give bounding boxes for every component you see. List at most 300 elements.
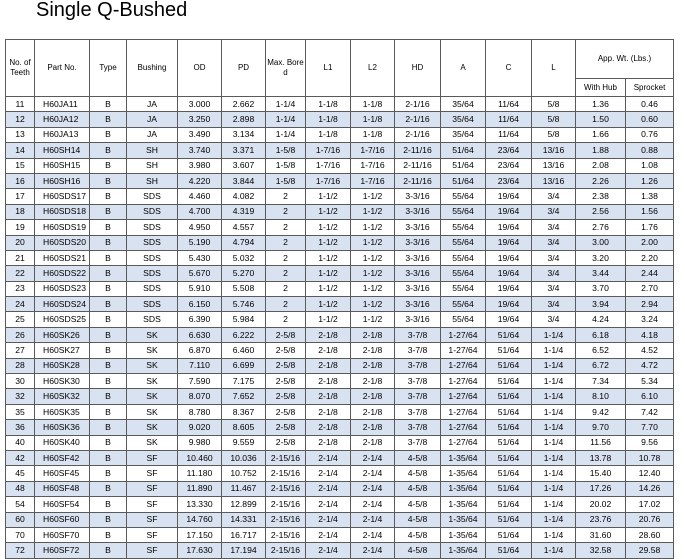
cell-bushing: SH	[127, 173, 178, 188]
cell-hd: 2-1/16	[395, 127, 441, 142]
cell-max-bore: 1-5/8	[266, 158, 306, 173]
cell-teeth: 48	[6, 481, 35, 496]
cell-a: 1-27/64	[441, 420, 486, 435]
cell-od: 5.670	[178, 266, 222, 281]
cell-bushing: SDS	[127, 220, 178, 235]
cell-part-no: H60SF48	[35, 481, 90, 496]
cell-weight-with-hub: 3.70	[576, 281, 626, 296]
cell-hd: 2-1/16	[395, 112, 441, 127]
cell-pd: 11.467	[222, 481, 266, 496]
cell-teeth: 17	[6, 189, 35, 204]
cell-od: 11.180	[178, 466, 222, 481]
cell-l: 3/4	[532, 250, 576, 265]
table-row	[6, 435, 674, 450]
header-od: OD	[178, 40, 222, 97]
cell-l2: 2-1/8	[351, 435, 395, 450]
cell-l: 3/4	[532, 266, 576, 281]
cell-l2: 1-1/2	[351, 281, 395, 296]
cell-pd: 16.717	[222, 527, 266, 542]
cell-part-no: H60SDS19	[35, 220, 90, 235]
cell-a: 1-35/64	[441, 466, 486, 481]
cell-hd: 3-3/16	[395, 220, 441, 235]
cell-l: 1-1/4	[532, 420, 576, 435]
cell-weight-sprocket: 9.56	[626, 435, 674, 450]
cell-part-no: H60SF60	[35, 512, 90, 527]
cell-max-bore: 1-5/8	[266, 173, 306, 188]
cell-l2: 1-1/8	[351, 97, 395, 112]
cell-max-bore: 2	[266, 235, 306, 250]
cell-pd: 4.794	[222, 235, 266, 250]
header-l1: L1	[306, 40, 351, 97]
table-row	[6, 250, 674, 265]
cell-max-bore: 2	[266, 266, 306, 281]
cell-part-no: H60SK26	[35, 327, 90, 342]
header-l: L	[532, 40, 576, 97]
cell-bushing: SF	[127, 466, 178, 481]
table-row	[6, 481, 674, 496]
header-sprocket: Sprocket	[626, 79, 674, 97]
cell-teeth: 27	[6, 343, 35, 358]
cell-weight-sprocket: 2.94	[626, 297, 674, 312]
cell-type: B	[90, 312, 127, 327]
cell-weight-sprocket: 3.24	[626, 312, 674, 327]
cell-teeth: 40	[6, 435, 35, 450]
cell-l2: 2-1/8	[351, 327, 395, 342]
cell-max-bore: 1-1/4	[266, 112, 306, 127]
cell-od: 6.630	[178, 327, 222, 342]
cell-pd: 3.844	[222, 173, 266, 188]
cell-a: 1-35/64	[441, 450, 486, 465]
cell-teeth: 36	[6, 420, 35, 435]
cell-l1: 1-7/16	[306, 158, 351, 173]
cell-pd: 6.460	[222, 343, 266, 358]
cell-c: 19/64	[486, 281, 532, 296]
cell-c: 19/64	[486, 312, 532, 327]
cell-a: 35/64	[441, 97, 486, 112]
cell-teeth: 15	[6, 158, 35, 173]
cell-a: 55/64	[441, 189, 486, 204]
cell-part-no: H60JA11	[35, 97, 90, 112]
cell-hd: 3-3/16	[395, 189, 441, 204]
cell-type: B	[90, 235, 127, 250]
cell-part-no: H60SK32	[35, 389, 90, 404]
cell-weight-with-hub: 4.24	[576, 312, 626, 327]
cell-l1: 1-1/2	[306, 250, 351, 265]
cell-c: 19/64	[486, 189, 532, 204]
cell-pd: 5.270	[222, 266, 266, 281]
cell-l1: 2-1/8	[306, 327, 351, 342]
table-row	[6, 204, 674, 219]
cell-type: B	[90, 512, 127, 527]
cell-a: 55/64	[441, 204, 486, 219]
cell-l2: 1-1/2	[351, 189, 395, 204]
cell-l: 13/16	[532, 173, 576, 188]
cell-pd: 3.371	[222, 143, 266, 158]
cell-type: B	[90, 450, 127, 465]
cell-type: B	[90, 250, 127, 265]
cell-type: B	[90, 158, 127, 173]
cell-hd: 4-5/8	[395, 450, 441, 465]
cell-c: 51/64	[486, 327, 532, 342]
cell-weight-with-hub: 15.40	[576, 466, 626, 481]
cell-l: 1-1/4	[532, 497, 576, 512]
cell-weight-with-hub: 1.50	[576, 112, 626, 127]
cell-c: 19/64	[486, 266, 532, 281]
cell-weight-with-hub: 13.78	[576, 450, 626, 465]
cell-l1: 2-1/4	[306, 512, 351, 527]
cell-bushing: SDS	[127, 235, 178, 250]
cell-max-bore: 2-5/8	[266, 404, 306, 419]
cell-type: B	[90, 97, 127, 112]
cell-part-no: H60SK30	[35, 374, 90, 389]
cell-l1: 2-1/4	[306, 481, 351, 496]
cell-l: 3/4	[532, 281, 576, 296]
cell-part-no: H60SF42	[35, 450, 90, 465]
table-row	[6, 266, 674, 281]
cell-bushing: SK	[127, 435, 178, 450]
table-row	[6, 173, 674, 188]
cell-max-bore: 2-15/16	[266, 543, 306, 558]
cell-type: B	[90, 389, 127, 404]
cell-l: 3/4	[532, 204, 576, 219]
cell-bushing: JA	[127, 127, 178, 142]
cell-bushing: SK	[127, 374, 178, 389]
page-title: Single Q-Bushed	[36, 0, 188, 21]
cell-c: 19/64	[486, 204, 532, 219]
cell-weight-with-hub: 3.00	[576, 235, 626, 250]
cell-teeth: 60	[6, 512, 35, 527]
table-row	[6, 466, 674, 481]
table-row	[6, 343, 674, 358]
cell-max-bore: 2	[266, 220, 306, 235]
cell-pd: 17.194	[222, 543, 266, 558]
cell-hd: 4-5/8	[395, 512, 441, 527]
cell-c: 51/64	[486, 466, 532, 481]
cell-type: B	[90, 112, 127, 127]
table-body	[6, 97, 674, 559]
cell-max-bore: 2	[266, 297, 306, 312]
cell-l1: 1-1/2	[306, 204, 351, 219]
cell-type: B	[90, 189, 127, 204]
cell-max-bore: 1-1/4	[266, 127, 306, 142]
cell-od: 3.740	[178, 143, 222, 158]
cell-hd: 2-11/16	[395, 158, 441, 173]
header-hd: HD	[395, 40, 441, 97]
cell-part-no: H60SF45	[35, 466, 90, 481]
table-row	[6, 143, 674, 158]
cell-part-no: H60SK28	[35, 358, 90, 373]
cell-l: 1-1/4	[532, 527, 576, 542]
header-l2: L2	[351, 40, 395, 97]
cell-od: 4.700	[178, 204, 222, 219]
table-row	[6, 97, 674, 112]
cell-pd: 5.032	[222, 250, 266, 265]
cell-teeth: 25	[6, 312, 35, 327]
cell-type: B	[90, 127, 127, 142]
cell-weight-sprocket: 4.72	[626, 358, 674, 373]
cell-weight-sprocket: 0.76	[626, 127, 674, 142]
cell-a: 1-35/64	[441, 543, 486, 558]
cell-l2: 2-1/8	[351, 374, 395, 389]
table-row	[6, 389, 674, 404]
cell-od: 6.150	[178, 297, 222, 312]
cell-c: 51/64	[486, 527, 532, 542]
cell-type: B	[90, 281, 127, 296]
cell-weight-with-hub: 9.70	[576, 420, 626, 435]
cell-bushing: SF	[127, 450, 178, 465]
cell-weight-sprocket: 1.76	[626, 220, 674, 235]
cell-l: 5/8	[532, 112, 576, 127]
cell-pd: 12.899	[222, 497, 266, 512]
cell-weight-sprocket: 2.20	[626, 250, 674, 265]
cell-weight-with-hub: 8.10	[576, 389, 626, 404]
cell-c: 51/64	[486, 343, 532, 358]
cell-l2: 2-1/8	[351, 420, 395, 435]
cell-part-no: H60SK36	[35, 420, 90, 435]
cell-bushing: SF	[127, 512, 178, 527]
cell-teeth: 22	[6, 266, 35, 281]
cell-pd: 10.752	[222, 466, 266, 481]
cell-a: 1-27/64	[441, 358, 486, 373]
table-row	[6, 297, 674, 312]
cell-l2: 1-1/2	[351, 250, 395, 265]
cell-type: B	[90, 497, 127, 512]
cell-type: B	[90, 204, 127, 219]
cell-l2: 1-1/8	[351, 127, 395, 142]
cell-od: 4.220	[178, 173, 222, 188]
cell-part-no: H60SDS23	[35, 281, 90, 296]
cell-od: 17.630	[178, 543, 222, 558]
cell-type: B	[90, 466, 127, 481]
cell-l1: 1-1/2	[306, 189, 351, 204]
cell-l: 3/4	[532, 297, 576, 312]
cell-weight-sprocket: 2.00	[626, 235, 674, 250]
cell-weight-with-hub: 1.66	[576, 127, 626, 142]
table-row	[6, 281, 674, 296]
cell-od: 7.590	[178, 374, 222, 389]
cell-od: 11.890	[178, 481, 222, 496]
cell-l: 1-1/4	[532, 404, 576, 419]
cell-l: 5/8	[532, 127, 576, 142]
cell-l2: 1-1/2	[351, 266, 395, 281]
cell-weight-with-hub: 6.52	[576, 343, 626, 358]
cell-a: 35/64	[441, 127, 486, 142]
cell-type: B	[90, 358, 127, 373]
cell-l2: 2-1/4	[351, 466, 395, 481]
cell-bushing: SDS	[127, 312, 178, 327]
cell-weight-with-hub: 1.88	[576, 143, 626, 158]
cell-part-no: H60SH15	[35, 158, 90, 173]
cell-part-no: H60SH16	[35, 173, 90, 188]
cell-l2: 1-1/2	[351, 220, 395, 235]
cell-bushing: SH	[127, 158, 178, 173]
cell-teeth: 12	[6, 112, 35, 127]
cell-hd: 4-5/8	[395, 527, 441, 542]
cell-weight-sprocket: 14.26	[626, 481, 674, 496]
cell-l1: 2-1/4	[306, 543, 351, 558]
cell-l1: 1-1/2	[306, 312, 351, 327]
cell-weight-sprocket: 4.52	[626, 343, 674, 358]
cell-l1: 1-1/2	[306, 281, 351, 296]
cell-l: 3/4	[532, 220, 576, 235]
cell-c: 51/64	[486, 497, 532, 512]
cell-l2: 2-1/8	[351, 404, 395, 419]
table-row	[6, 112, 674, 127]
cell-type: B	[90, 404, 127, 419]
cell-c: 51/64	[486, 543, 532, 558]
cell-weight-with-hub: 2.38	[576, 189, 626, 204]
cell-type: B	[90, 420, 127, 435]
cell-teeth: 11	[6, 97, 35, 112]
cell-od: 13.330	[178, 497, 222, 512]
header-c: C	[486, 40, 532, 97]
cell-c: 23/64	[486, 158, 532, 173]
cell-hd: 3-3/16	[395, 235, 441, 250]
cell-l2: 1-1/2	[351, 204, 395, 219]
cell-c: 11/64	[486, 112, 532, 127]
cell-l: 1-1/4	[532, 389, 576, 404]
cell-part-no: H60JA12	[35, 112, 90, 127]
cell-weight-sprocket: 12.40	[626, 466, 674, 481]
cell-a: 51/64	[441, 173, 486, 188]
cell-bushing: SDS	[127, 250, 178, 265]
cell-l1: 1-1/8	[306, 112, 351, 127]
cell-hd: 3-3/16	[395, 204, 441, 219]
cell-weight-with-hub: 2.08	[576, 158, 626, 173]
cell-teeth: 30	[6, 374, 35, 389]
cell-weight-sprocket: 1.26	[626, 173, 674, 188]
header-part-no: Part No.	[35, 40, 90, 97]
cell-part-no: H60SF70	[35, 527, 90, 542]
cell-teeth: 24	[6, 297, 35, 312]
cell-l1: 2-1/8	[306, 420, 351, 435]
cell-l2: 1-7/16	[351, 158, 395, 173]
cell-bushing: SF	[127, 481, 178, 496]
cell-max-bore: 2	[266, 189, 306, 204]
cell-a: 1-27/64	[441, 327, 486, 342]
cell-teeth: 20	[6, 235, 35, 250]
cell-max-bore: 2-15/16	[266, 527, 306, 542]
cell-l2: 1-1/2	[351, 312, 395, 327]
cell-l1: 1-7/16	[306, 143, 351, 158]
cell-weight-with-hub: 7.34	[576, 374, 626, 389]
cell-weight-with-hub: 32.58	[576, 543, 626, 558]
cell-max-bore: 2-5/8	[266, 374, 306, 389]
cell-max-bore: 2-15/16	[266, 497, 306, 512]
cell-c: 19/64	[486, 250, 532, 265]
cell-bushing: SK	[127, 358, 178, 373]
cell-weight-sprocket: 0.88	[626, 143, 674, 158]
cell-hd: 4-5/8	[395, 481, 441, 496]
cell-bushing: SDS	[127, 189, 178, 204]
cell-weight-with-hub: 23.76	[576, 512, 626, 527]
cell-a: 55/64	[441, 281, 486, 296]
cell-a: 1-27/64	[441, 435, 486, 450]
cell-l2: 2-1/4	[351, 543, 395, 558]
cell-hd: 3-7/8	[395, 374, 441, 389]
cell-od: 3.490	[178, 127, 222, 142]
cell-max-bore: 2	[266, 250, 306, 265]
cell-weight-with-hub: 11.56	[576, 435, 626, 450]
cell-bushing: SK	[127, 343, 178, 358]
cell-hd: 3-7/8	[395, 420, 441, 435]
cell-c: 51/64	[486, 374, 532, 389]
cell-l: 3/4	[532, 189, 576, 204]
cell-l: 1-1/4	[532, 466, 576, 481]
cell-weight-with-hub: 9.42	[576, 404, 626, 419]
cell-weight-sprocket: 17.02	[626, 497, 674, 512]
cell-a: 35/64	[441, 112, 486, 127]
cell-l: 1-1/4	[532, 435, 576, 450]
cell-od: 5.190	[178, 235, 222, 250]
table-row	[6, 312, 674, 327]
cell-pd: 14.331	[222, 512, 266, 527]
cell-teeth: 14	[6, 143, 35, 158]
cell-a: 51/64	[441, 143, 486, 158]
cell-hd: 3-7/8	[395, 389, 441, 404]
cell-c: 51/64	[486, 435, 532, 450]
header-a: A	[441, 40, 486, 97]
cell-type: B	[90, 527, 127, 542]
cell-pd: 7.175	[222, 374, 266, 389]
cell-weight-sprocket: 0.46	[626, 97, 674, 112]
cell-c: 51/64	[486, 389, 532, 404]
cell-l1: 1-1/2	[306, 235, 351, 250]
cell-weight-sprocket: 7.70	[626, 420, 674, 435]
cell-hd: 3-7/8	[395, 435, 441, 450]
cell-teeth: 18	[6, 204, 35, 219]
cell-weight-sprocket: 1.56	[626, 204, 674, 219]
cell-part-no: H60SK35	[35, 404, 90, 419]
cell-teeth: 16	[6, 173, 35, 188]
cell-weight-sprocket: 1.08	[626, 158, 674, 173]
cell-weight-sprocket: 2.44	[626, 266, 674, 281]
cell-od: 6.870	[178, 343, 222, 358]
cell-l1: 1-1/2	[306, 297, 351, 312]
cell-bushing: SDS	[127, 297, 178, 312]
cell-l1: 2-1/8	[306, 389, 351, 404]
cell-weight-sprocket: 2.70	[626, 281, 674, 296]
cell-teeth: 54	[6, 497, 35, 512]
table-row	[6, 127, 674, 142]
cell-max-bore: 2	[266, 312, 306, 327]
cell-weight-sprocket: 5.34	[626, 374, 674, 389]
cell-l2: 1-7/16	[351, 173, 395, 188]
cell-weight-sprocket: 29.58	[626, 543, 674, 558]
cell-type: B	[90, 374, 127, 389]
header-bushing: Bushing	[127, 40, 178, 97]
cell-od: 6.390	[178, 312, 222, 327]
cell-bushing: SF	[127, 527, 178, 542]
cell-pd: 2.662	[222, 97, 266, 112]
cell-c: 51/64	[486, 512, 532, 527]
cell-weight-with-hub: 3.20	[576, 250, 626, 265]
cell-hd: 4-5/8	[395, 466, 441, 481]
cell-od: 5.910	[178, 281, 222, 296]
cell-teeth: 70	[6, 527, 35, 542]
cell-hd: 3-7/8	[395, 327, 441, 342]
cell-hd: 3-7/8	[395, 358, 441, 373]
cell-l2: 2-1/4	[351, 481, 395, 496]
cell-c: 19/64	[486, 297, 532, 312]
cell-l2: 1-1/8	[351, 112, 395, 127]
table-row	[6, 158, 674, 173]
cell-od: 10.460	[178, 450, 222, 465]
cell-c: 19/64	[486, 220, 532, 235]
cell-pd: 4.319	[222, 204, 266, 219]
cell-od: 8.070	[178, 389, 222, 404]
cell-part-no: H60SDS24	[35, 297, 90, 312]
